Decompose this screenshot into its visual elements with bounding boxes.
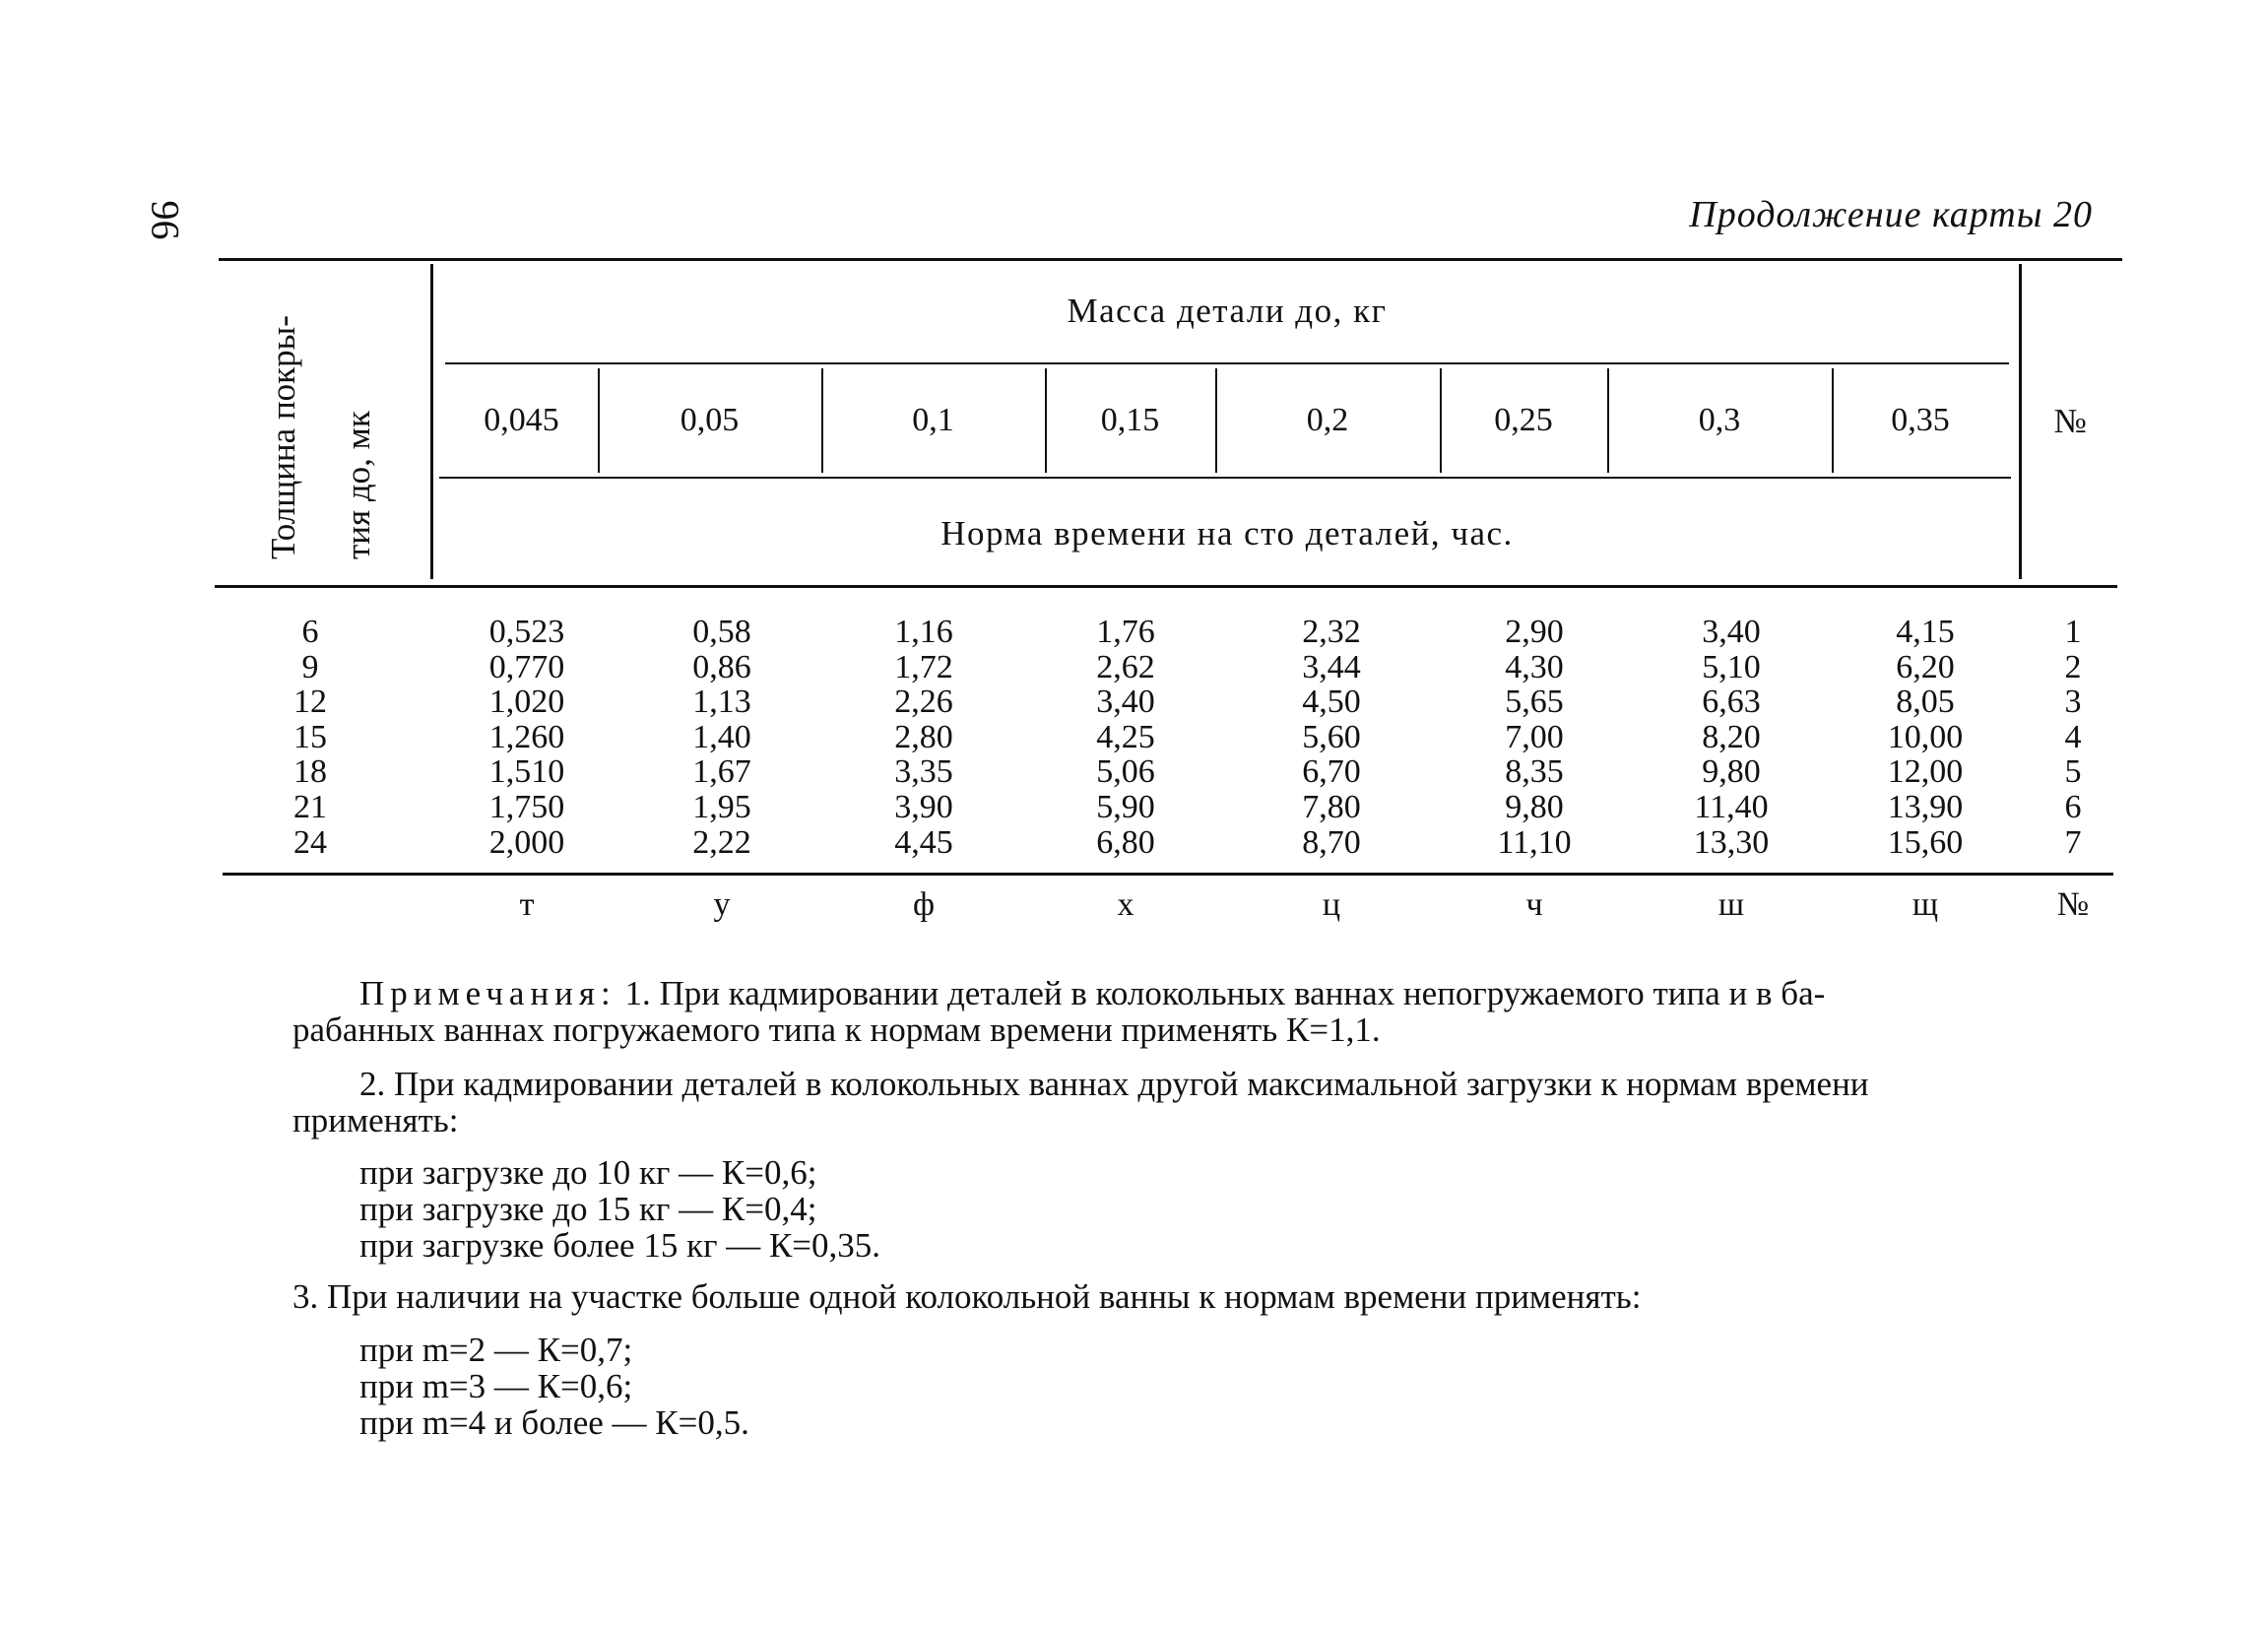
mass-header: Масса детали до, кг	[1067, 292, 1388, 330]
mass-value: 0,35	[1891, 402, 1950, 438]
number-header: №	[2053, 402, 2089, 440]
value-column	[855, 615, 993, 860]
table-cell: 7,00	[1505, 718, 1564, 755]
table-cell: 11,40	[1694, 788, 1769, 825]
table-cell: 8,35	[1505, 753, 1564, 791]
table-cell: 11,10	[1497, 823, 1572, 861]
table-cell: 13,90	[1887, 788, 1964, 825]
header-bottom-rule	[215, 585, 2117, 588]
column-letter: т	[519, 886, 535, 923]
thickness-header-line1: Толщина покры-	[264, 315, 302, 559]
table-cell: 1,40	[692, 718, 751, 755]
table-cell: 3,35	[894, 753, 953, 791]
table-cell: 3,44	[1302, 648, 1361, 685]
table-cell: 2,26	[894, 684, 953, 721]
table-cell: 6,63	[1702, 684, 1761, 721]
mass-value: 0,2	[1306, 402, 1349, 438]
thickness-header-line2: тия до, мк	[339, 411, 377, 559]
value-column	[653, 615, 791, 860]
table-cell: 13,30	[1693, 823, 1770, 861]
column-letter: х	[1117, 886, 1134, 923]
table-cell: 24	[293, 823, 327, 861]
table-cell: 2,90	[1505, 614, 1564, 650]
note-2-item: при загрузке до 10 кг — К=0,6;	[359, 1153, 817, 1192]
table-cell: 21	[293, 788, 327, 825]
table-cell: 1,020	[488, 684, 565, 721]
table-cell: 0,523	[488, 614, 565, 650]
table-cell: 0,770	[488, 648, 565, 685]
table-cell: 1,260	[488, 718, 565, 755]
header-divider-left	[430, 264, 433, 579]
mass-values-rule	[439, 477, 2011, 479]
table-cell: 5,10	[1702, 648, 1761, 685]
table-cell: 4,30	[1505, 648, 1564, 685]
note-1-line-1: 1. При кадмировании деталей в колокольных ваннах непогружаемого типа и в ба-	[624, 974, 1826, 1012]
table-cell: 2,000	[488, 823, 565, 861]
note-3-items	[359, 1332, 1344, 1441]
table-cell: 1,750	[488, 788, 565, 825]
table-cell: 2,22	[692, 823, 751, 861]
table-cell: 8,70	[1302, 823, 1361, 861]
mass-value: 0,05	[680, 402, 740, 438]
table-cell: 1,95	[692, 788, 751, 825]
table-cell: 8,20	[1702, 718, 1761, 755]
table-cell: 6	[2064, 788, 2082, 825]
table-top-rule	[219, 258, 2122, 261]
row-number-column	[2039, 615, 2107, 860]
table-cell: 1,72	[894, 648, 953, 685]
note-2-item: при загрузке более 15 кг — К=0,35.	[359, 1226, 881, 1265]
table-cell: 5,60	[1302, 718, 1361, 755]
thickness-column	[266, 615, 355, 860]
table-cell: 7	[2064, 823, 2082, 861]
table-cell: 4,25	[1096, 718, 1155, 755]
table-cell: 4,45	[894, 823, 953, 861]
table-cell: 1,76	[1096, 614, 1155, 650]
data-bottom-rule	[223, 873, 2113, 876]
note-1	[359, 975, 2132, 1011]
table-cell: 5,90	[1096, 788, 1155, 825]
table-cell: 1	[2064, 614, 2082, 650]
table-cell: 4,15	[1896, 614, 1955, 650]
table-cell: 0,58	[692, 614, 751, 650]
table-cell: 3,90	[894, 788, 953, 825]
column-letter: щ	[1912, 886, 1939, 923]
value-column	[1460, 615, 1608, 860]
mass-header-rule	[445, 362, 2009, 364]
column-letter: у	[713, 886, 731, 923]
value-column	[1057, 615, 1195, 860]
mass-value: 0,3	[1698, 402, 1741, 438]
table-cell: 10,00	[1887, 718, 1964, 755]
note-2-items	[359, 1154, 1344, 1264]
table-cell: 2,80	[894, 718, 953, 755]
mass-value: 0,045	[484, 402, 559, 438]
note-1-line-2: рабанных ваннах погружаемого типа к нормам времени применять К=1,1.	[292, 1010, 1381, 1049]
note-2-item: при загрузке до 15 кг — К=0,4;	[359, 1190, 817, 1228]
table-cell: 2	[2064, 648, 2082, 685]
table-cell: 6,20	[1896, 648, 1955, 685]
table-cell: 8,05	[1896, 684, 1955, 721]
page-number: 96	[143, 200, 188, 240]
table-cell: 4	[2064, 718, 2082, 755]
table-cell: 9,80	[1702, 753, 1761, 791]
table-cell: 3,40	[1096, 684, 1155, 721]
table-cell: 1,13	[692, 684, 751, 721]
table-cell: 5,65	[1505, 684, 1564, 721]
table-cell: 18	[293, 753, 327, 791]
table-cell: 3,40	[1702, 614, 1761, 650]
value-column	[1263, 615, 1400, 860]
mass-value: 0,25	[1494, 402, 1553, 438]
table-cell: 6,70	[1302, 753, 1361, 791]
table-cell: 0,86	[692, 648, 751, 685]
note-3-item: при m=3 — К=0,6;	[359, 1367, 633, 1405]
table-cell: 1,67	[692, 753, 751, 791]
table-cell: 6,80	[1096, 823, 1155, 861]
column-letter: ц	[1322, 886, 1341, 923]
table-cell: 4,50	[1302, 684, 1361, 721]
note-3-item: при m=4 и более — К=0,5.	[359, 1403, 749, 1442]
continuation-title: Продолжение карты 20	[1689, 194, 2093, 235]
note-2-line-2: применять:	[292, 1101, 459, 1140]
table-cell: 1,16	[894, 614, 953, 650]
table-cell: 2,32	[1302, 614, 1361, 650]
table-cell: 1,510	[488, 753, 565, 791]
column-letter: ф	[912, 886, 936, 923]
table-cell: 12	[293, 684, 327, 721]
table-cell: 2,62	[1096, 648, 1155, 685]
table-cell: 7,80	[1302, 788, 1361, 825]
table-cell: 6	[301, 614, 319, 650]
table-cell: 12,00	[1887, 753, 1964, 791]
mass-value: 0,1	[912, 402, 954, 438]
value-column	[1851, 615, 1999, 860]
value-column	[453, 615, 601, 860]
note-3-line: 3. При наличии на участке больше одной колокольной ванны к нормам времени применять:	[292, 1277, 1642, 1316]
footer-number-sign: №	[2056, 886, 2090, 923]
table-cell: 5	[2064, 753, 2082, 791]
value-column	[1657, 615, 1805, 860]
column-letter: ш	[1717, 886, 1745, 923]
note-2-line-1: 2. При кадмировании деталей в колокольных ваннах другой максимальной загрузки к нормам времени	[359, 1065, 1869, 1103]
mass-value: 0,15	[1100, 402, 1160, 438]
notes-title: Примечания:	[359, 974, 616, 1012]
table-cell: 9,80	[1505, 788, 1564, 825]
table-cell: 5,06	[1096, 753, 1155, 791]
table-cell: 3	[2064, 684, 2082, 721]
table-cell: 15,60	[1887, 823, 1964, 861]
norm-header: Норма времени на сто деталей, час.	[940, 514, 1514, 553]
note-3-item: при m=2 — К=0,7;	[359, 1331, 633, 1369]
header-divider-right	[2019, 264, 2022, 579]
table-cell: 15	[293, 718, 327, 755]
table-cell: 9	[301, 648, 319, 685]
column-letter: ч	[1525, 886, 1543, 923]
